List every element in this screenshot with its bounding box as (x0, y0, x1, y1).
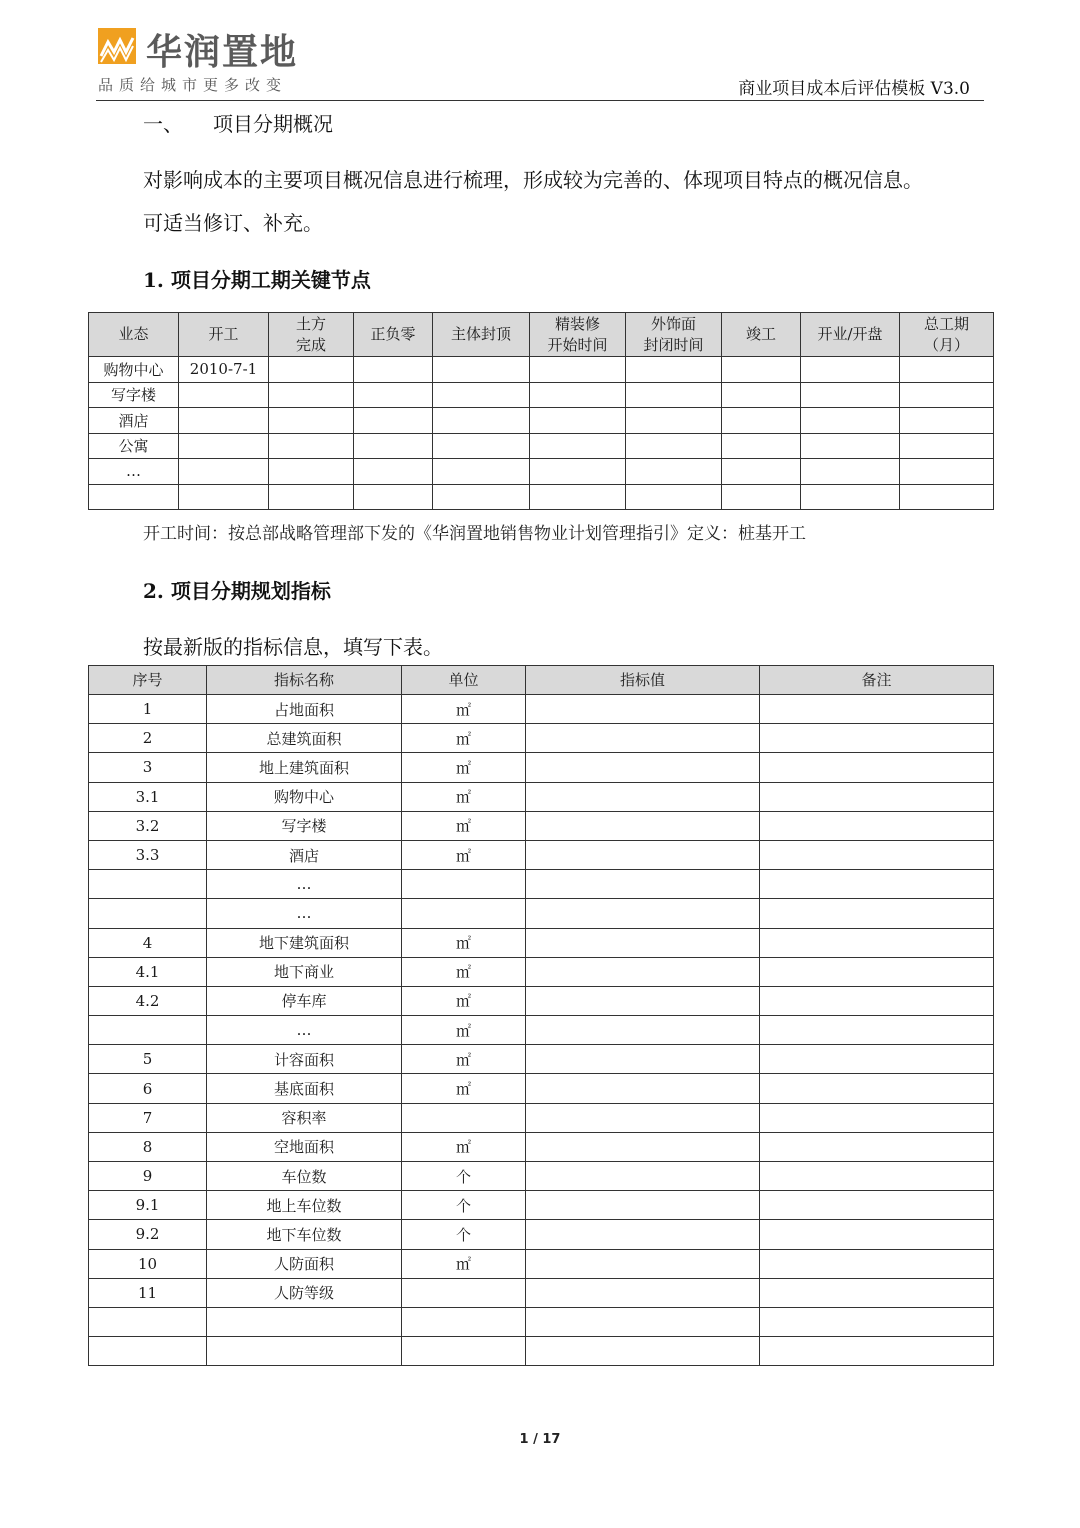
table-cell (760, 1045, 994, 1074)
column-header: 业态 (89, 313, 179, 357)
table-cell (526, 1132, 760, 1161)
logo-mark-icon (98, 28, 136, 64)
column-header: 备注 (760, 666, 994, 695)
table-cell (526, 899, 760, 928)
indicator-row (89, 1074, 994, 1103)
table-cell (801, 433, 900, 459)
table-cell: 3.1 (89, 782, 207, 811)
schedule-row (89, 408, 994, 434)
indicator-row (89, 1191, 994, 1220)
table-cell (526, 782, 760, 811)
table-cell (354, 408, 433, 434)
table-cell: 计容面积 (207, 1045, 402, 1074)
table-cell (89, 1307, 207, 1336)
table-cell (269, 433, 354, 459)
table-cell (402, 1278, 526, 1307)
column-header: 指标值 (526, 666, 760, 695)
table-cell (89, 484, 179, 510)
table-cell (89, 899, 207, 928)
column-header: 开工 (179, 313, 269, 357)
table-cell: 购物中心 (89, 357, 179, 383)
table-cell (760, 811, 994, 840)
table-cell: 4.2 (89, 986, 207, 1015)
table-cell (900, 408, 994, 434)
indicator-row (89, 1278, 994, 1307)
indicator-row (89, 782, 994, 811)
table-cell (433, 382, 530, 408)
indicator-row (89, 1016, 994, 1045)
column-header: 单位 (402, 666, 526, 695)
table-cell (760, 1307, 994, 1336)
table-cell (269, 382, 354, 408)
table-cell (402, 1103, 526, 1132)
table-cell (722, 459, 801, 485)
table-cell (760, 1074, 994, 1103)
table-cell (526, 870, 760, 899)
table-cell (354, 357, 433, 383)
table-cell: 1 (89, 695, 207, 724)
table-cell (530, 459, 626, 485)
indicator-row (89, 1249, 994, 1278)
table-cell (433, 459, 530, 485)
table-cell (526, 1220, 760, 1249)
table-cell (526, 1249, 760, 1278)
table-cell: 2010-7-1 (179, 357, 269, 383)
table-cell: … (207, 870, 402, 899)
table-cell (760, 1162, 994, 1191)
table-cell (402, 1307, 526, 1336)
table-cell (760, 724, 994, 753)
table-cell (760, 1016, 994, 1045)
table-cell: 酒店 (207, 840, 402, 869)
table-cell: 个 (402, 1220, 526, 1249)
column-header: 正负零 (354, 313, 433, 357)
table-cell (526, 928, 760, 957)
table-cell (402, 899, 526, 928)
table-cell (526, 1278, 760, 1307)
subsection-title-indicators: 2. 项目分期规划指标 (143, 579, 331, 603)
column-header: 竣工 (722, 313, 801, 357)
table-cell: 8 (89, 1132, 207, 1161)
table-cell: … (89, 459, 179, 485)
table-cell: ㎡ (402, 782, 526, 811)
table-cell (269, 484, 354, 510)
column-header: 序号 (89, 666, 207, 695)
table-cell (433, 433, 530, 459)
table-cell (179, 408, 269, 434)
schedule-row (89, 459, 994, 485)
table-cell: ㎡ (402, 957, 526, 986)
table-cell: 空地面积 (207, 1132, 402, 1161)
table-cell (207, 1307, 402, 1336)
table-cell (722, 433, 801, 459)
table-cell: 总建筑面积 (207, 724, 402, 753)
table-cell: 个 (402, 1162, 526, 1191)
page-number: 1 / 17 (519, 1432, 561, 1447)
indicator-row (89, 899, 994, 928)
table-cell: 车位数 (207, 1162, 402, 1191)
indicator-row (89, 1103, 994, 1132)
table-cell (626, 382, 722, 408)
table-cell (402, 870, 526, 899)
table-cell (760, 957, 994, 986)
table-cell (760, 1249, 994, 1278)
table-cell (900, 484, 994, 510)
column-header: 开业/开盘 (801, 313, 900, 357)
table-cell: 9 (89, 1162, 207, 1191)
table-cell (760, 1220, 994, 1249)
table-cell (526, 811, 760, 840)
column-header: 外饰面 封闭时间 (626, 313, 722, 357)
logo-name: 华润置地 (146, 32, 299, 73)
table-cell (402, 1337, 526, 1366)
table-cell (526, 753, 760, 782)
table-cell: 地上车位数 (207, 1191, 402, 1220)
table-cell: 基底面积 (207, 1074, 402, 1103)
table-cell (530, 408, 626, 434)
schedule-row (89, 382, 994, 408)
table-cell: 占地面积 (207, 695, 402, 724)
section-paragraph-line2: 可适当修订、补充。 (143, 211, 323, 235)
table-cell: 写字楼 (207, 811, 402, 840)
table-cell (760, 1337, 994, 1366)
table-cell (900, 357, 994, 383)
table-cell: ㎡ (402, 695, 526, 724)
table-cell (207, 1337, 402, 1366)
table-cell (179, 433, 269, 459)
table-cell (760, 986, 994, 1015)
table-cell (801, 357, 900, 383)
table-cell (269, 408, 354, 434)
section-paragraph-line1: 对影响成本的主要项目概况信息进行梳理，形成较为完善的、体现项目特点的概况信息。 (143, 168, 923, 192)
table-cell (760, 753, 994, 782)
table-cell: 2 (89, 724, 207, 753)
table-cell (530, 433, 626, 459)
table-cell (626, 408, 722, 434)
table-cell (526, 1103, 760, 1132)
table-cell: 人防等级 (207, 1278, 402, 1307)
table-cell (760, 782, 994, 811)
table-cell (526, 1307, 760, 1336)
table-cell: … (207, 1016, 402, 1045)
table-cell: ㎡ (402, 753, 526, 782)
table-cell: 容积率 (207, 1103, 402, 1132)
indicator-row (89, 811, 994, 840)
table-cell (530, 484, 626, 510)
table-cell (526, 1016, 760, 1045)
table-cell (269, 357, 354, 383)
table-cell (526, 957, 760, 986)
table-cell (722, 484, 801, 510)
table-cell (626, 433, 722, 459)
column-header: 土方 完成 (269, 313, 354, 357)
table-cell (760, 928, 994, 957)
table-cell: 写字楼 (89, 382, 179, 408)
section-title: 项目分期概况 (213, 112, 333, 136)
table-cell (354, 433, 433, 459)
table-cell (354, 459, 433, 485)
table-cell: 5 (89, 1045, 207, 1074)
table-cell (722, 408, 801, 434)
table-cell (526, 724, 760, 753)
column-header: 精装修 开始时间 (530, 313, 626, 357)
table-cell: 4 (89, 928, 207, 957)
table-cell: 9.2 (89, 1220, 207, 1249)
indicator-row (89, 1132, 994, 1161)
table-cell: 7 (89, 1103, 207, 1132)
table-cell: ㎡ (402, 1132, 526, 1161)
table-cell: 人防面积 (207, 1249, 402, 1278)
indicator-row (89, 1162, 994, 1191)
table-cell: ㎡ (402, 840, 526, 869)
table-cell: 停车库 (207, 986, 402, 1015)
table-cell: 公寓 (89, 433, 179, 459)
table-cell: ㎡ (402, 928, 526, 957)
table-cell (179, 484, 269, 510)
table-cell: … (207, 899, 402, 928)
indicator-row (89, 753, 994, 782)
column-header: 指标名称 (207, 666, 402, 695)
table-cell: ㎡ (402, 1045, 526, 1074)
table-cell (526, 1045, 760, 1074)
table-cell: ㎡ (402, 811, 526, 840)
table-cell (526, 1162, 760, 1191)
indicator-row (89, 1220, 994, 1249)
table-cell (900, 459, 994, 485)
logo-slogan: 品质给城市更多改变 (98, 76, 288, 94)
table-cell: 11 (89, 1278, 207, 1307)
table-cell: 个 (402, 1191, 526, 1220)
table-cell (526, 1337, 760, 1366)
table-cell: 6 (89, 1074, 207, 1103)
table-cell (526, 1074, 760, 1103)
indicators-intro: 按最新版的指标信息，填写下表。 (143, 635, 443, 659)
table-cell: 地下车位数 (207, 1220, 402, 1249)
indicator-row (89, 928, 994, 957)
table-cell (626, 484, 722, 510)
table-cell (433, 357, 530, 383)
section-heading (143, 108, 333, 137)
table-cell (89, 1337, 207, 1366)
table-cell: 3 (89, 753, 207, 782)
schedule-row (89, 357, 994, 383)
table-cell (354, 382, 433, 408)
table-cell (354, 484, 433, 510)
table-cell (900, 433, 994, 459)
indicator-row (89, 724, 994, 753)
indicator-row (89, 986, 994, 1015)
table-cell (89, 1016, 207, 1045)
document-title: 商业项目成本后评估模板 V3.0 (738, 79, 970, 99)
indicator-row (89, 1337, 994, 1366)
table-cell (722, 357, 801, 383)
table-cell (760, 1278, 994, 1307)
table-cell (526, 840, 760, 869)
table-cell (89, 870, 207, 899)
column-header: 总工期 （月） (900, 313, 994, 357)
table-cell: ㎡ (402, 1074, 526, 1103)
table-cell: ㎡ (402, 724, 526, 753)
table-cell (269, 459, 354, 485)
table-cell (179, 459, 269, 485)
table-cell (801, 382, 900, 408)
table-cell (530, 382, 626, 408)
table-cell (760, 695, 994, 724)
schedule-row (89, 484, 994, 510)
table-cell: 4.1 (89, 957, 207, 986)
table-cell: 10 (89, 1249, 207, 1278)
table-cell (433, 408, 530, 434)
table-cell (760, 899, 994, 928)
table-cell (722, 382, 801, 408)
table-cell: 地上建筑面积 (207, 753, 402, 782)
table-cell (626, 459, 722, 485)
table-cell (801, 459, 900, 485)
table-cell: 酒店 (89, 408, 179, 434)
subsection-title-schedule: 1. 项目分期工期关键节点 (143, 268, 371, 292)
table-cell: ㎡ (402, 1016, 526, 1045)
table-cell (526, 986, 760, 1015)
indicator-row (89, 840, 994, 869)
schedule-header-row (89, 313, 994, 357)
indicator-row (89, 1307, 994, 1336)
table-cell (526, 695, 760, 724)
table-cell (433, 484, 530, 510)
table-cell (526, 1191, 760, 1220)
table-cell (530, 357, 626, 383)
table-cell: ㎡ (402, 1249, 526, 1278)
indicator-row (89, 695, 994, 724)
schedule-table (88, 312, 994, 510)
indicator-row (89, 957, 994, 986)
table-cell: 9.1 (89, 1191, 207, 1220)
schedule-note: 开工时间：按总部战略管理部下发的《华润置地销售物业计划管理指引》定义：桩基开工 (143, 524, 806, 544)
indicators-table (88, 665, 994, 1366)
table-cell (760, 1103, 994, 1132)
table-cell: 地下建筑面积 (207, 928, 402, 957)
schedule-row (89, 433, 994, 459)
table-cell: 地下商业 (207, 957, 402, 986)
table-cell (801, 484, 900, 510)
section-number: 一、 (143, 112, 183, 136)
table-cell: 3.3 (89, 840, 207, 869)
table-cell (801, 408, 900, 434)
column-header: 主体封顶 (433, 313, 530, 357)
table-cell (760, 1132, 994, 1161)
table-cell: ㎡ (402, 986, 526, 1015)
table-cell (626, 357, 722, 383)
table-cell (760, 1191, 994, 1220)
company-logo (96, 24, 306, 96)
table-cell: 购物中心 (207, 782, 402, 811)
table-cell (760, 870, 994, 899)
indicator-row (89, 1045, 994, 1074)
table-cell (760, 840, 994, 869)
table-cell (900, 382, 994, 408)
indicators-header-row (89, 666, 994, 695)
page-header (96, 24, 984, 101)
table-cell (179, 382, 269, 408)
table-cell: 3.2 (89, 811, 207, 840)
indicator-row (89, 870, 994, 899)
